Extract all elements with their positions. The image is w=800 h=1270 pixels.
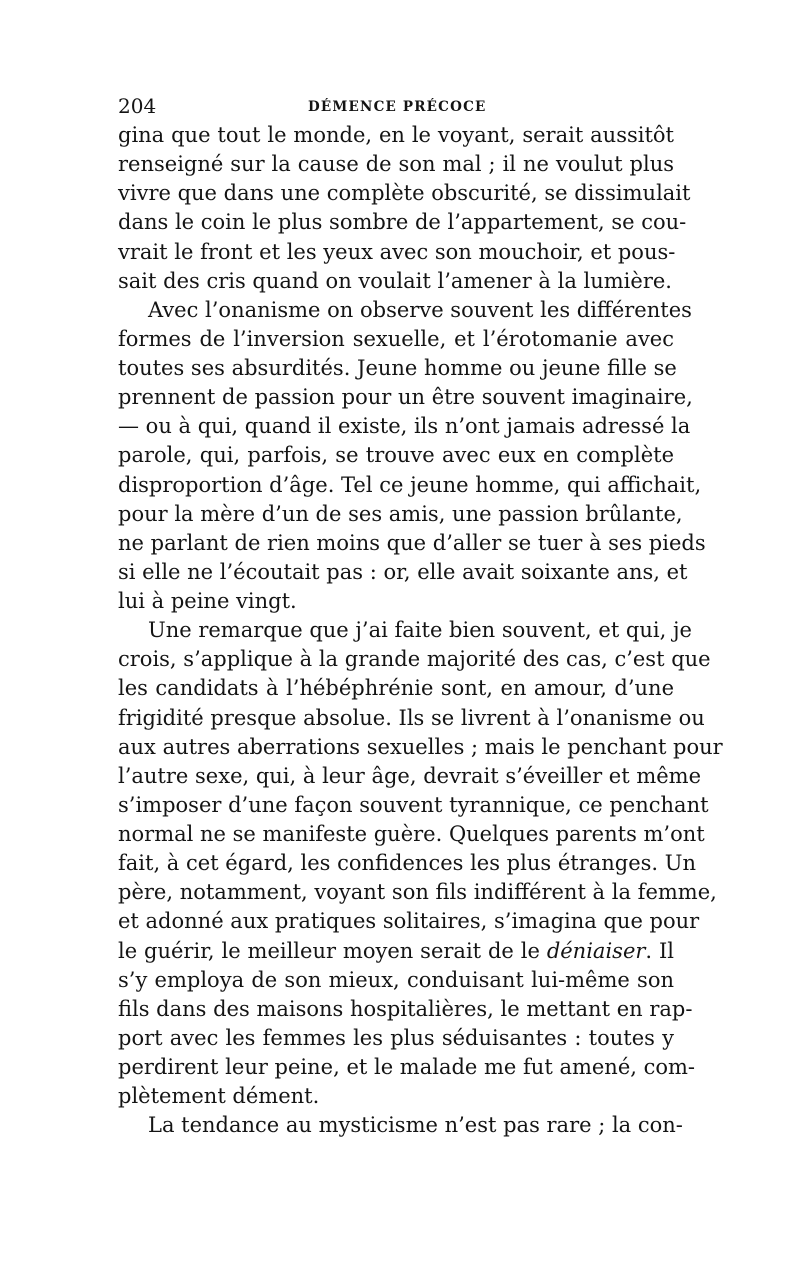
text-fragment: le guérir, le meilleur moyen serait de le [118, 938, 547, 963]
paragraph-start-line: La tendance au mysticisme n’est pas rare ; la con- [148, 1113, 683, 1138]
text-line: si elle ne l’écoutait pas : or, elle avait soixante ans, et [118, 559, 688, 584]
text-line: dans le coin le plus sombre de l’appartement, se cou- [118, 210, 687, 235]
text-line: l’autre sexe, qui, à leur âge, devrait s’éveiller et même [118, 763, 702, 788]
text-line: vivre que dans une complète obscurité, se dissimulait [118, 181, 691, 206]
text-line: formes de l’inversion sexuelle, et l’érotomanie avec [118, 326, 674, 351]
text-line: fait, à cet égard, les confidences les plus étranges. Un [118, 851, 696, 876]
text-line: renseigné sur la cause de son mal ; il ne voulut plus [118, 152, 674, 177]
paragraph-start-line: Avec l’onanisme on observe souvent les différentes [148, 297, 692, 322]
text-line: — ou à qui, quand il existe, ils n’ont jamais adressé la [118, 414, 691, 439]
text-line: sait des cris quand on voulait l’amener à la lumière. [118, 268, 672, 293]
text-line: pour la mère d’un de ses amis, une passion brûlante, [118, 501, 683, 526]
page-header [118, 92, 678, 120]
text-line: et adonné aux pratiques solitaires, s’imagina que pour [118, 909, 700, 934]
text-line: fils dans des maisons hospitalières, le mettant en rap- [118, 996, 693, 1021]
text-line: les candidats à l’hébéphrénie sont, en amour, d’une [118, 676, 674, 701]
text-line: disproportion d’âge. Tel ce jeune homme, qui affichait, [118, 472, 702, 497]
text-line: perdirent leur peine, et le malade me fut amené, com- [118, 1055, 696, 1079]
text-line: frigidité presque absolue. Ils se livrent à l’onanisme ou [118, 705, 705, 730]
text-line: plètement dément. [118, 1084, 320, 1109]
text-line: toutes ses absurdités. Jeune homme ou jeune fille se [118, 356, 677, 380]
text-line: ne parlant de rien moins que d’aller se tuer à ses pieds [118, 530, 706, 555]
text-line-with-italic [118, 937, 674, 966]
running-title: DÉMENCE PRÉCOCE [308, 99, 487, 115]
page-number: 204 [118, 94, 157, 118]
text-line: crois, s’applique à la grande majorité des cas, c’est que [118, 647, 711, 672]
body-text [118, 121, 723, 1140]
italic-word: déniaiser [546, 938, 646, 963]
text-line: port avec les femmes les plus séduisantes : toutes y [118, 1025, 674, 1050]
text-line: s’y employa de son mieux, conduisant lui-même son [118, 967, 674, 992]
paragraph-start-line: Une remarque que j’ai faite bien souvent, et qui, je [148, 618, 692, 643]
text-line: vrait le front et les yeux avec son mouchoir, et pous- [118, 239, 676, 264]
text-line: gina que tout le monde, en le voyant, serait aussitôt [118, 123, 674, 147]
text-line: parole, qui, parfois, se trouve avec eux en complète [118, 443, 674, 468]
text-fragment: . Il [645, 938, 674, 963]
text-line: père, notamment, voyant son fils indifférent à la femme, [118, 880, 717, 905]
text-line: s’imposer d’une façon souvent tyrannique, ce penchant [118, 792, 709, 817]
text-line: aux autres aberrations sexuelles ; mais le penchant pour [118, 734, 723, 759]
text-line: prennent de passion pour un être souvent imaginaire, [118, 385, 693, 410]
text-line: lui à peine vingt. [118, 589, 297, 613]
text-line: normal ne se manifeste guère. Quelques parents m’ont [118, 822, 705, 846]
